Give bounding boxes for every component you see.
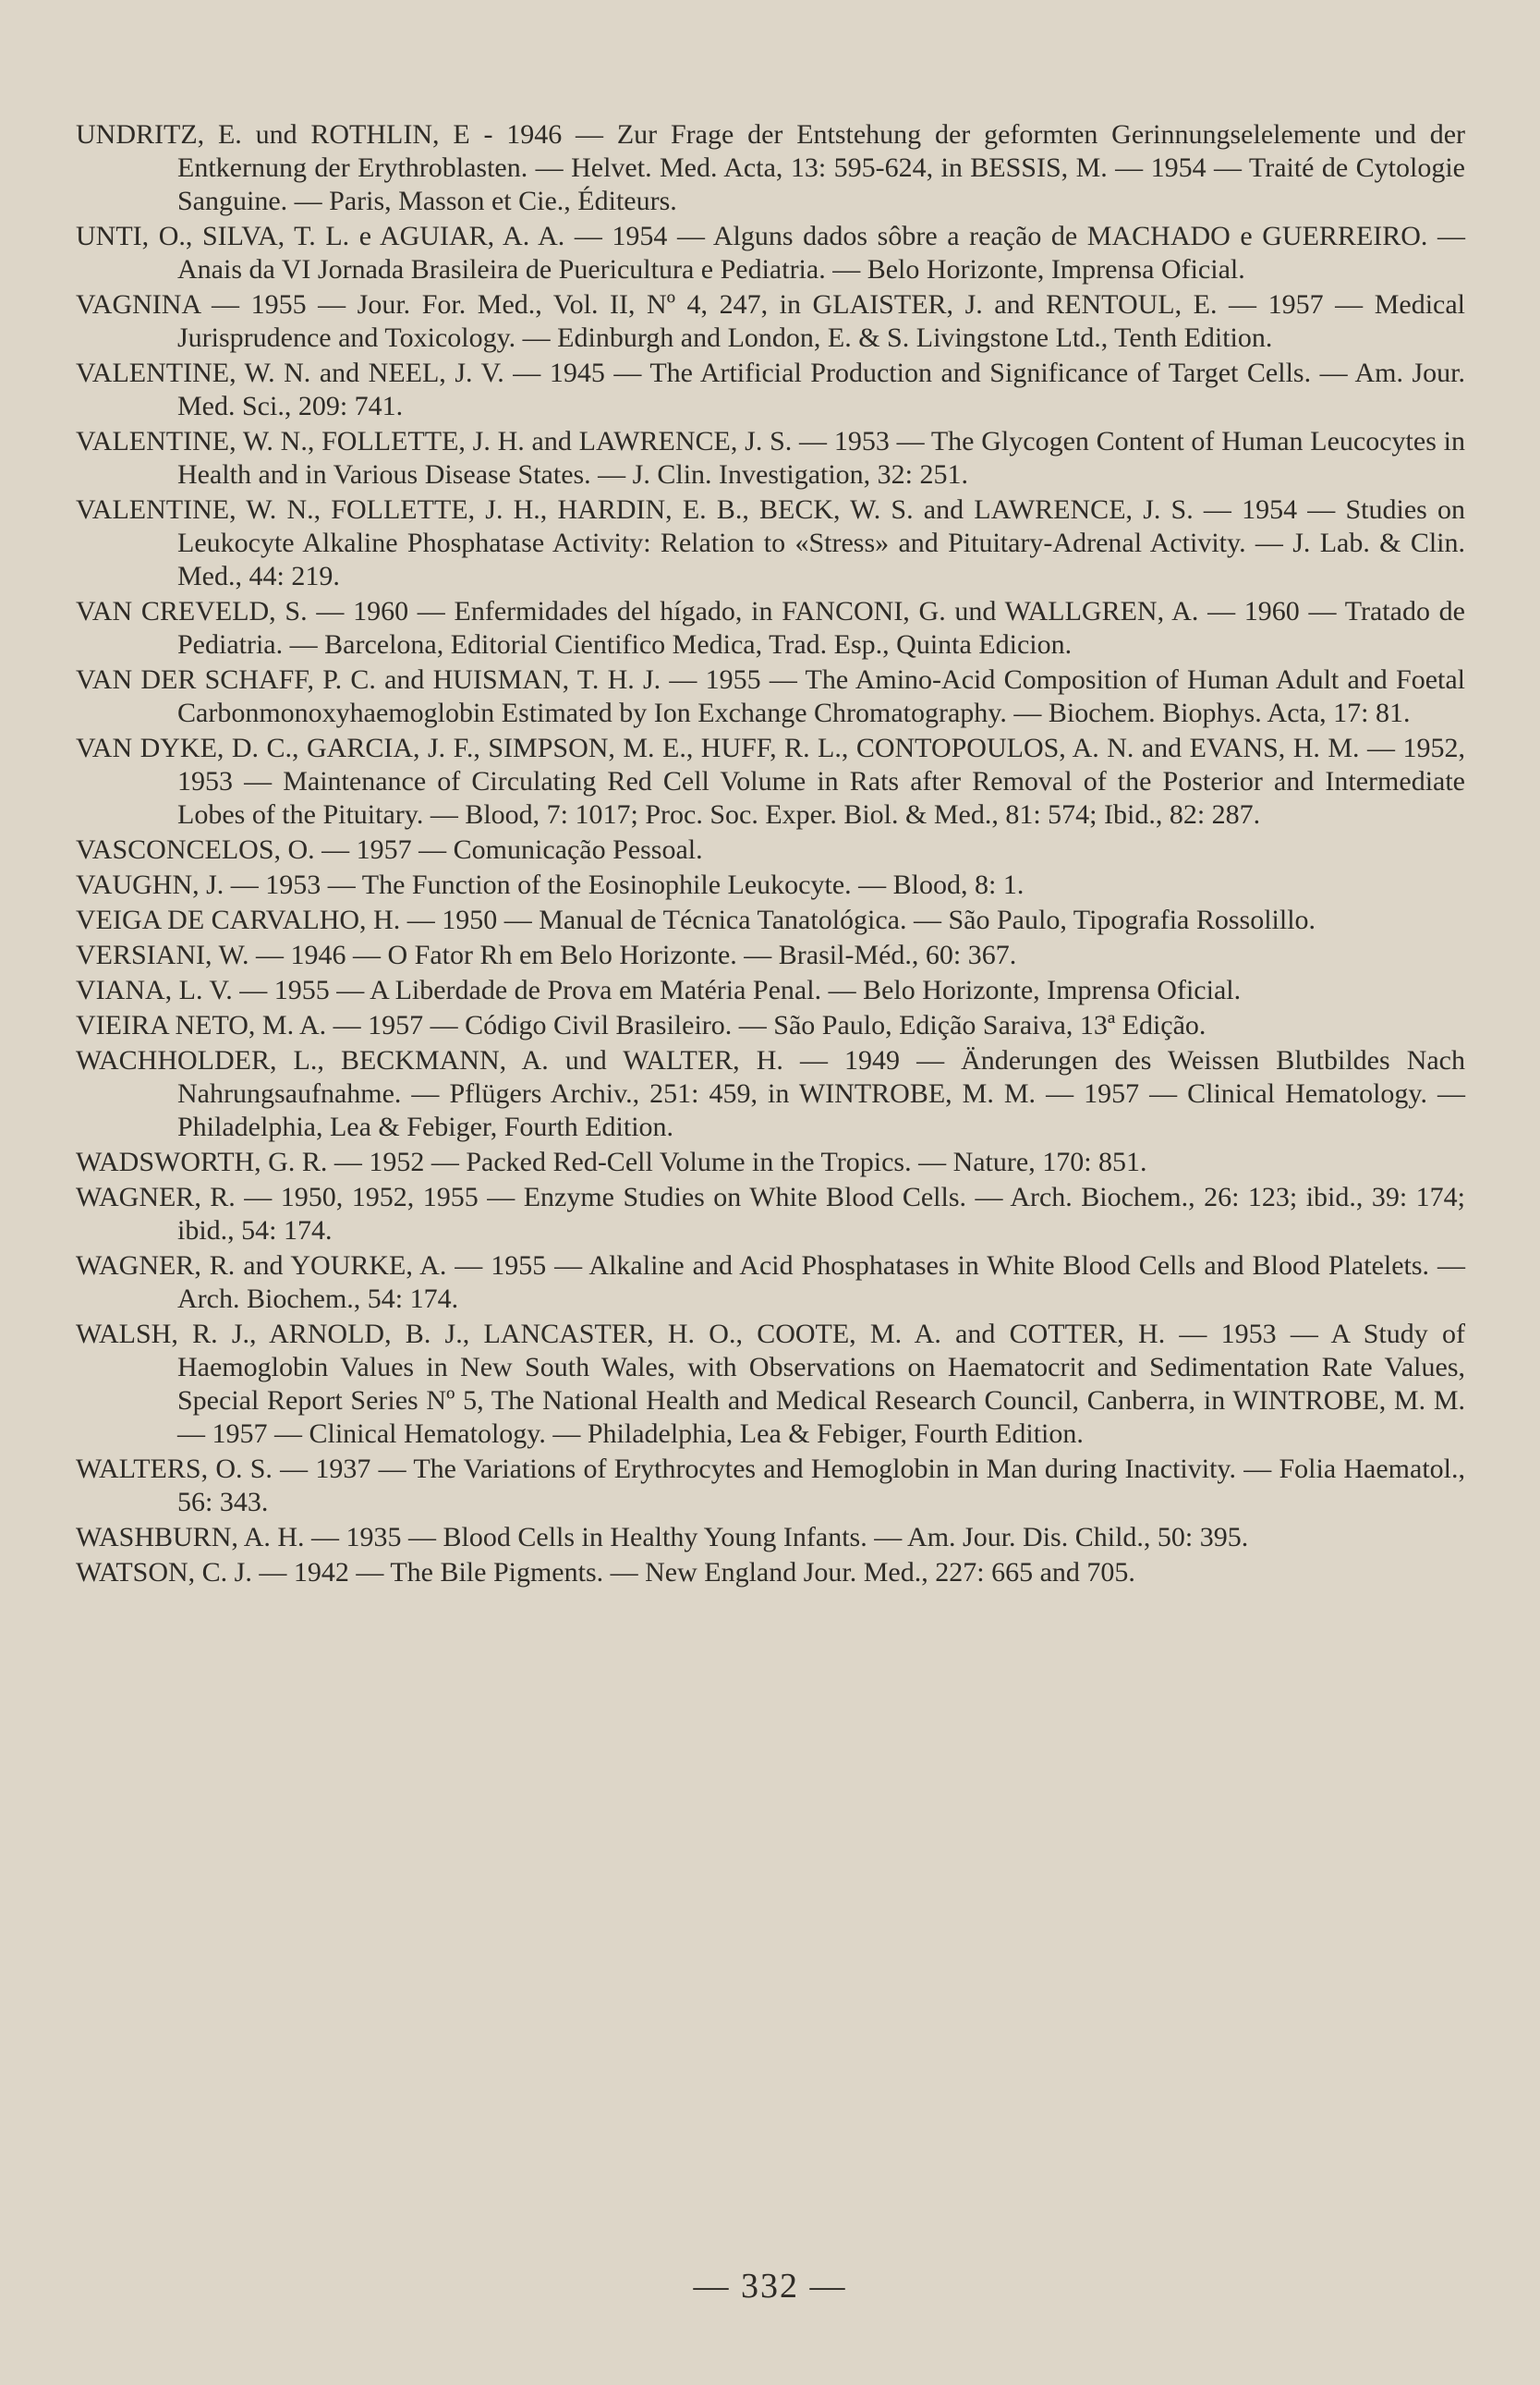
reference-entry: UNTI, O., SILVA, T. L. e AGUIAR, A. A. — 1954 — Alguns dados sôbre a reação de MACHADO e GUERREIRO. — Anais da VI Jornada Brasileira de Puericultura e Pediatria. — Belo Horizonte, Imprensa Oficial.: [76, 221, 1465, 285]
reference-entry: WACHHOLDER, L., BECKMANN, A. und WALTER, H. — 1949 — Änderungen des Weissen Blutbildes Nach Nahrungsaufnahme. — Pflügers Archiv., 251: 459, in WINTROBE, M. M. — 1957 — Clinical Hematology. — Philadelphia, Lea & Febiger, Fourth Edition.: [76, 1045, 1465, 1142]
reference-entry: WAGNER, R. and YOURKE, A. — 1955 — Alkaline and Acid Phosphatases in White Blood Cells and Blood Platelets. — Arch. Biochem., 54: 174.: [76, 1250, 1465, 1314]
reference-entry: VEIGA DE CARVALHO, H. — 1950 — Manual de Técnica Tanatológica. — São Paulo, Tipografia Rossolillo.: [76, 905, 1316, 935]
bibliography-list: [76, 118, 1465, 1591]
reference-entry: WATSON, C. J. — 1942 — The Bile Pigments. — New England Jour. Med., 227: 665 and 705.: [76, 1557, 1135, 1588]
reference-entry: VIEIRA NETO, M. A. — 1957 — Código Civil Brasileiro. — São Paulo, Edição Saraiva, 13ª Edição.: [76, 1010, 1207, 1040]
reference-entry: VAGNINA — 1955 — Jour. For. Med., Vol. II, Nº 4, 247, in GLAISTER, J. and RENTOUL, E. — 1957 — Medical Jurisprudence and Toxicology. — Edinburgh and London, E. & S. Livingstone Ltd., Tenth Edition.: [76, 289, 1465, 353]
reference-entry: VERSIANI, W. — 1946 — O Fator Rh em Belo Horizonte. — Brasil-Méd., 60: 367.: [76, 940, 1017, 970]
reference-entry: VALENTINE, W. N. and NEEL, J. V. — 1945 — The Artificial Production and Significance of Target Cells. — Am. Jour. Med. Sci., 209: 741.: [76, 358, 1465, 421]
reference-entry: VAUGHN, J. — 1953 — The Function of the Eosinophile Leukocyte. — Blood, 8: 1.: [76, 870, 1025, 900]
page-number: — 332 —: [693, 2267, 847, 2306]
reference-entry: WADSWORTH, G. R. — 1952 — Packed Red-Cell Volume in the Tropics. — Nature, 170: 851.: [76, 1147, 1147, 1177]
reference-entry: UNDRITZ, E. und ROTHLIN, E - 1946 — Zur Frage der Entstehung der geformten Gerinnungselelemente und der Entkernung der Erythroblasten. — Helvet. Med. Acta, 13: 595-624, in BESSIS, M. — 1954 — Traité de Cytologie Sanguine. — Paris, Masson et Cie., Éditeurs.: [76, 119, 1465, 216]
reference-entry: WALSH, R. J., ARNOLD, B. J., LANCASTER, H. O., COOTE, M. A. and COTTER, H. — 1953 — A Study of Haemoglobin Values in New South Wales, with Observations on Haematocrit and Sedimentation Rate Values, Special Report Series Nº 5, The National Health and Medical Research Council, Canberra, in WINTROBE, M. M. — 1957 — Clinical Hematology. — Philadelphia, Lea & Febiger, Fourth Edition.: [76, 1319, 1465, 1449]
reference-entry: VIANA, L. V. — 1955 — A Liberdade de Prova em Matéria Penal. — Belo Horizonte, Imprensa Oficial.: [76, 975, 1242, 1005]
reference-entry: VAN CREVELD, S. — 1960 — Enfermidades del hígado, in FANCONI, G. und WALLGREN, A. — 1960 — Tratado de Pediatria. — Barcelona, Editorial Cientifico Medica, Trad. Esp., Quinta Edicion.: [76, 596, 1465, 660]
reference-entry: VAN DER SCHAFF, P. C. and HUISMAN, T. H. J. — 1955 — The Amino-Acid Composition of Human Adult and Foetal Carbonmonoxyhaemoglobin Estimated by Ion Exchange Chromatography. — Biochem. Biophys. Acta, 17: 81.: [76, 664, 1465, 728]
reference-entry: WASHBURN, A. H. — 1935 — Blood Cells in Healthy Young Infants. — Am. Jour. Dis. Child., 50: 395.: [76, 1522, 1249, 1552]
reference-entry: VAN DYKE, D. C., GARCIA, J. F., SIMPSON, M. E., HUFF, R. L., CONTOPOULOS, A. N. and EVANS, H. M. — 1952, 1953 — Maintenance of Circulating Red Cell Volume in Rats after Removal of the Posterior and Intermediate Lobes of the Pituitary. — Blood, 7: 1017; Proc. Soc. Exper. Biol. & Med., 81: 574; Ibid., 82: 287.: [76, 733, 1465, 830]
reference-entry: WAGNER, R. — 1950, 1952, 1955 — Enzyme Studies on White Blood Cells. — Arch. Biochem., 26: 123; ibid., 39: 174; ibid., 54: 174.: [76, 1182, 1465, 1246]
reference-entry: VALENTINE, W. N., FOLLETTE, J. H., HARDIN, E. B., BECK, W. S. and LAWRENCE, J. S. — 1954 — Studies on Leukocyte Alkaline Phosphatase Activity: Relation to «Stress» and Pituitary-Adrenal Activity. — J. Lab. & Clin. Med., 44: 219.: [76, 494, 1465, 591]
reference-entry: WALTERS, O. S. — 1937 — The Variations of Erythrocytes and Hemoglobin in Man during Inactivity. — Folia Haematol., 56: 343.: [76, 1454, 1465, 1517]
reference-entry: VASCONCELOS, O. — 1957 — Comunicação Pessoal.: [76, 834, 703, 865]
reference-entry: VALENTINE, W. N., FOLLETTE, J. H. and LAWRENCE, J. S. — 1953 — The Glycogen Content of Human Leucocytes in Health and in Various Disease States. — J. Clin. Investigation, 32: 251.: [76, 426, 1465, 490]
